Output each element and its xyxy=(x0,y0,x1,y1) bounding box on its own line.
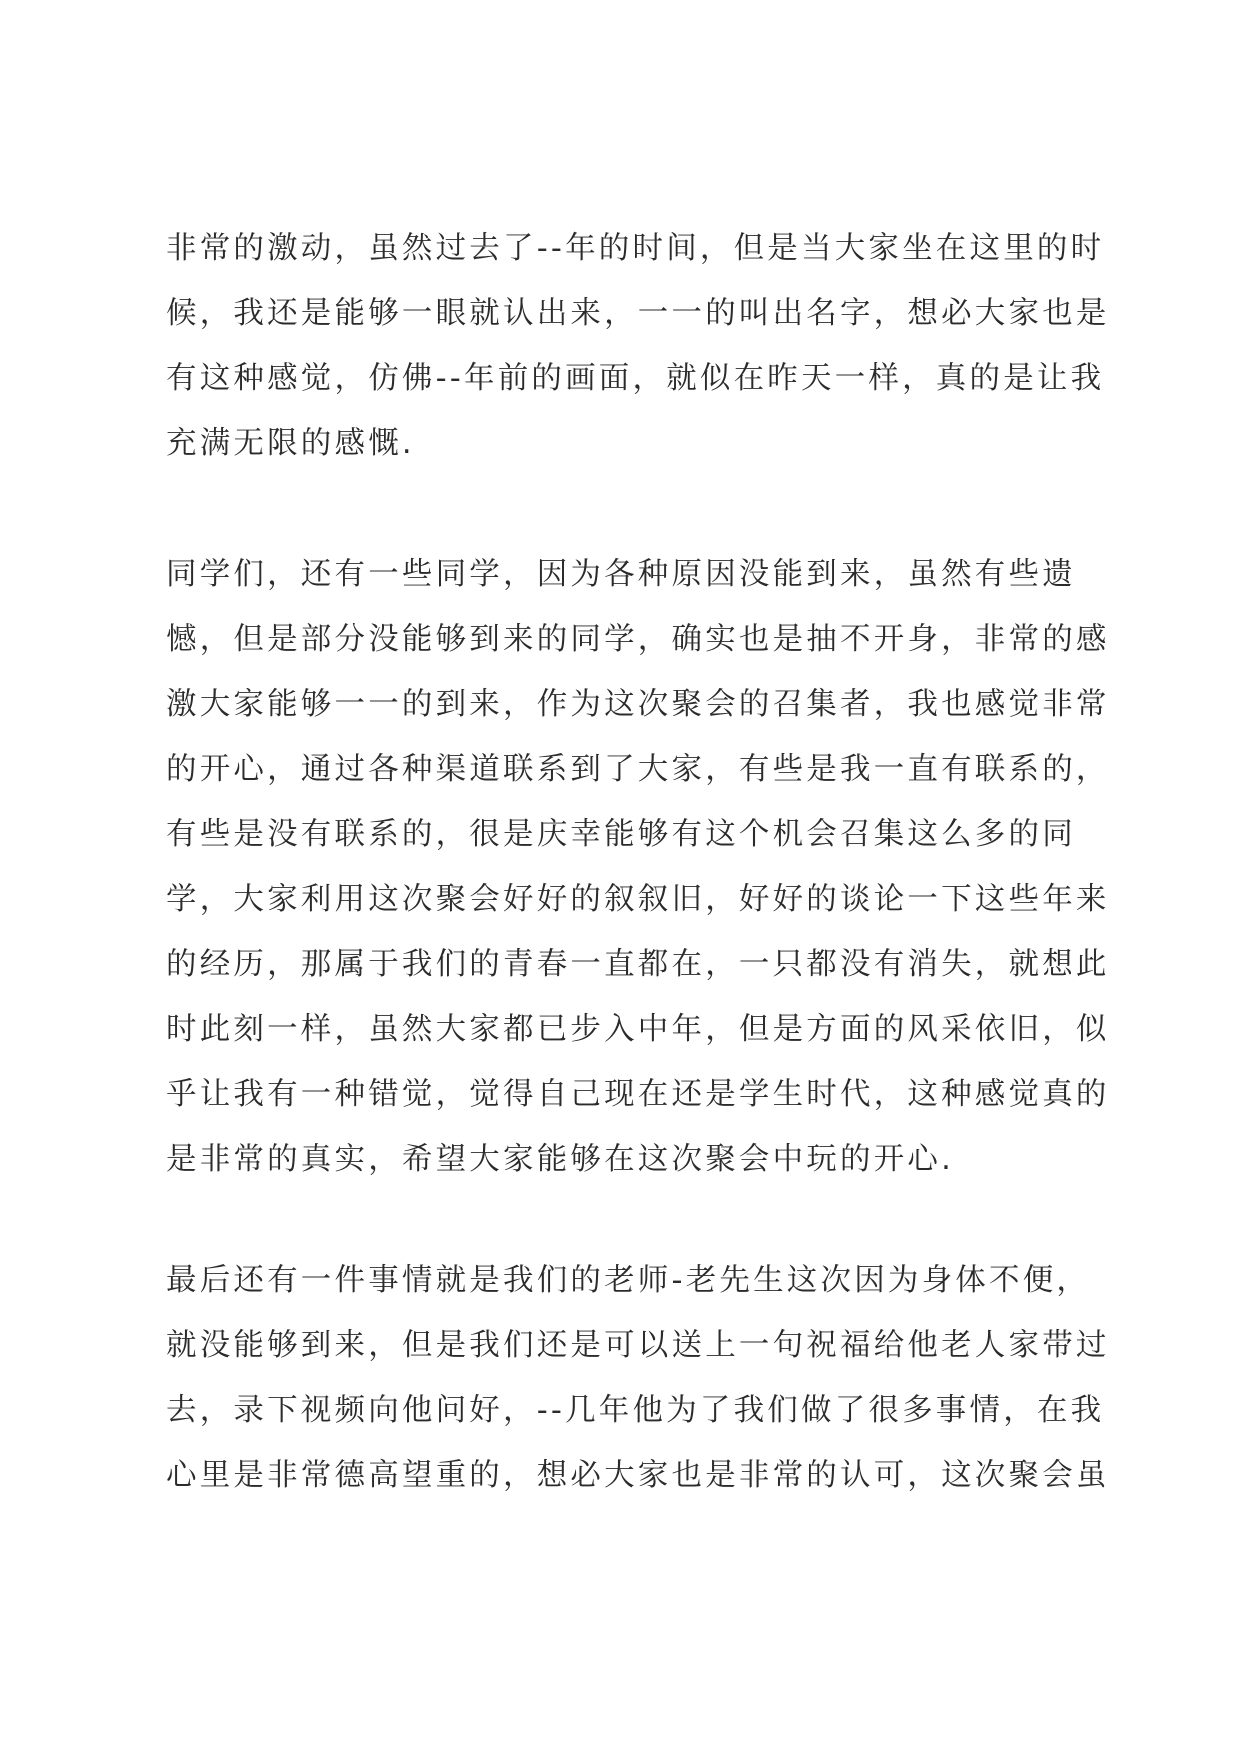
paragraph-1 xyxy=(166,216,1110,476)
text-line: 是非常的真实，希望大家能够在这次聚会中玩的开心. xyxy=(166,1142,954,1177)
text-line: 最后还有一件事情就是我们的老师-老先生这次因为身体不便， xyxy=(166,1263,1091,1298)
text-line: 学，大家利用这次聚会好好的叙叙旧，好好的谈论一下这些年来 xyxy=(166,882,1110,917)
text-line: 充满无限的感慨. xyxy=(166,426,415,461)
paragraph-3 xyxy=(166,1248,1110,1508)
text-line: 时此刻一样，虽然大家都已步入中年，但是方面的风采依旧，似 xyxy=(166,1012,1110,1047)
text-line: 非常的激动，虽然过去了--年的时间，但是当大家坐在这里的时 xyxy=(166,231,1105,266)
text-line: 同学们，还有一些同学，因为各种原因没能到来，虽然有些遗 xyxy=(166,557,1076,592)
text-line: 乎让我有一种错觉，觉得自己现在还是学生时代，这种感觉真的 xyxy=(166,1077,1110,1112)
text-line: 激大家能够一一的到来，作为这次聚会的召集者，我也感觉非常 xyxy=(166,687,1110,722)
text-line: 的开心，通过各种渠道联系到了大家，有些是我一直有联系的， xyxy=(166,752,1110,787)
text-line: 的经历，那属于我们的青春一直都在，一只都没有消失，就想此 xyxy=(166,947,1110,982)
text-line: 憾，但是部分没能够到来的同学，确实也是抽不开身，非常的感 xyxy=(166,622,1110,657)
text-line: 有些是没有联系的，很是庆幸能够有这个机会召集这么多的同 xyxy=(166,817,1076,852)
text-line: 有这种感觉，仿佛--年前的画面，就似在昨天一样，真的是让我 xyxy=(166,361,1105,396)
text-line: 就没能够到来，但是我们还是可以送上一句祝福给他老人家带过 xyxy=(166,1328,1110,1363)
text-line: 候，我还是能够一眼就认出来，一一的叫出名字，想必大家也是 xyxy=(166,296,1110,331)
text-line: 去，录下视频向他问好，--几年他为了我们做了很多事情，在我 xyxy=(166,1393,1105,1428)
paragraph-2 xyxy=(166,542,1110,1192)
text-line: 心里是非常德高望重的，想必大家也是非常的认可，这次聚会虽 xyxy=(166,1458,1110,1493)
